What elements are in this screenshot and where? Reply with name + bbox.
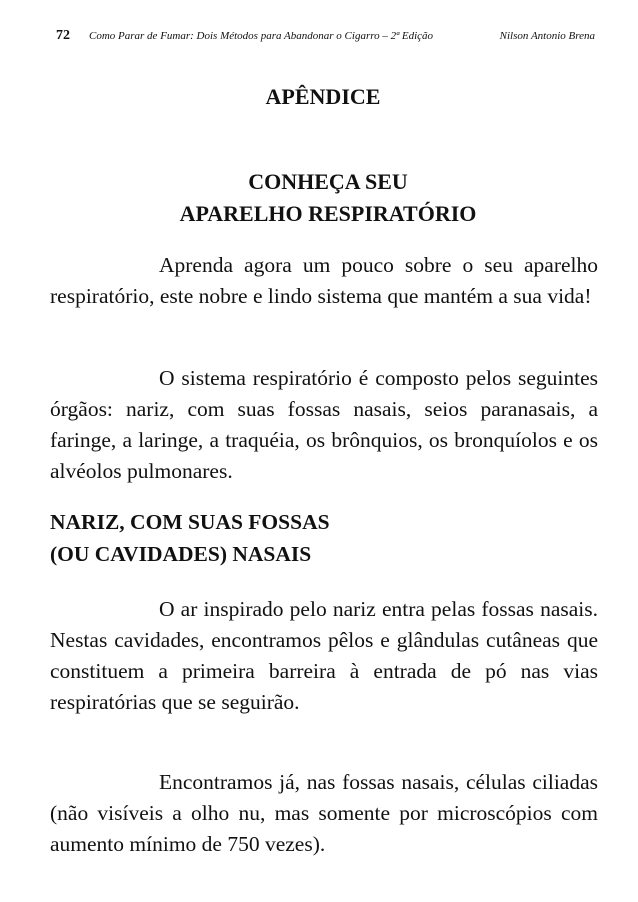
subsection-heading-line-2: (OU CAVIDADES) NASAIS [50,542,312,566]
body-paragraph: O ar inspirado pelo nariz entra pelas fossas nasais. Nestas cavidades, encontramos pêlos e glândulas cutâneas que constituem a primeira barreira à entrada de pó nas vias respiratórias que se seguirão. [50,597,598,714]
body-paragraph: Aprenda agora um pouco sobre o seu aparelho respiratório, este nobre e lindo sistema que mantém a sua vida! [50,253,598,308]
section-title-line-1: CONHEÇA SEU [248,169,408,194]
section-title-line-2: APARELHO RESPIRATÓRIO [179,201,477,226]
author-name: Nilson Antonio Brena [499,30,595,42]
subsection-heading [50,506,598,570]
body-paragraph: Encontramos já, nas fossas nasais, células ciliadas (não visíveis a olho nu, mas somente por microscópios com aumento mínimo de 750 vezes). [50,770,598,856]
body-paragraph: O sistema respiratório é composto pelos seguintes órgãos: nariz, com suas fossas nasais, seios paranasais, a faringe, a laringe, a traquéia, os brônquios, os bronquíolos e os alvéolos pulmonares. [50,366,598,483]
running-header [50,30,595,50]
appendix-title: APÊNDICE [265,84,381,109]
book-title: Como Parar de Fumar: Dois Métodos para Abandonar o Cigarro – 2ª Edição [89,30,434,42]
page-number: 72 [56,28,70,43]
subsection-heading-line-1: NARIZ, COM SUAS FOSSAS [50,510,330,534]
section-title [9,166,638,230]
